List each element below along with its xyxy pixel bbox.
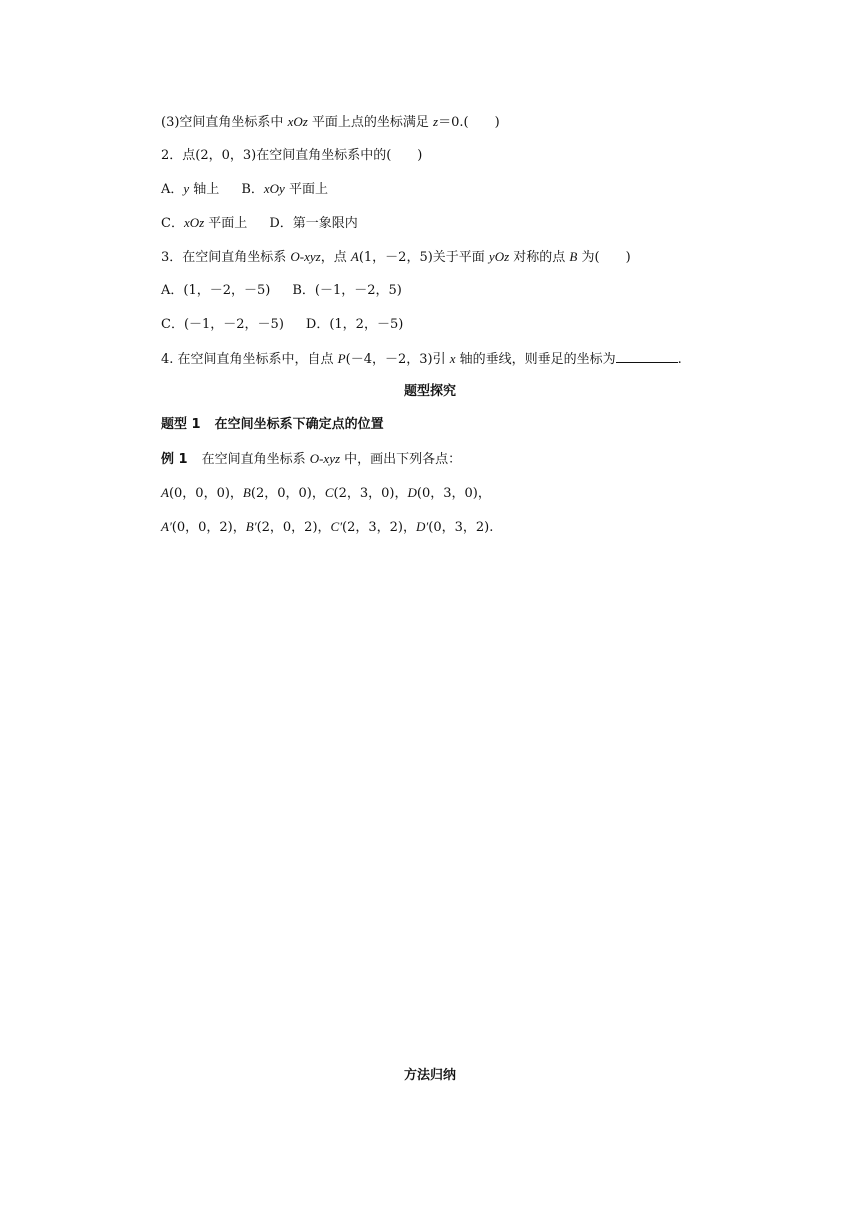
text: ＝0.( )	[438, 115, 500, 130]
point-coord: (2，3，2)，	[342, 520, 417, 535]
type-title: 在空间坐标系下确定点的位置	[214, 417, 384, 432]
point-name: B′	[245, 519, 257, 534]
text: 平面上点的坐标满足	[307, 115, 434, 130]
text: 在空间直角坐标系	[201, 452, 310, 467]
text-italic: O-xyz	[290, 249, 321, 264]
question-2-stem	[161, 147, 422, 165]
text: 平面上	[284, 182, 328, 197]
point-coord: (2，3，0)，	[333, 486, 408, 501]
question-3-options-cd	[161, 316, 403, 334]
text: 对称的点	[509, 250, 570, 265]
text-italic: x	[449, 351, 456, 366]
point-coord: (2，0，0)，	[250, 486, 325, 501]
option-c	[161, 216, 247, 231]
point-name: D′	[416, 519, 429, 534]
point-coord: (0，0，2)，	[171, 520, 246, 535]
text: C．	[161, 216, 184, 231]
text-italic: xOz	[287, 114, 308, 129]
text: (－4，－2，3)引	[345, 352, 450, 367]
text-italic: B	[569, 249, 578, 264]
section-title: 题型探究	[403, 384, 456, 399]
point-c-prime	[331, 520, 416, 535]
point-b	[243, 486, 325, 501]
example-label: 例 1	[161, 452, 188, 467]
point-d-prime	[416, 520, 493, 535]
point-d	[407, 486, 490, 501]
text: 2．点(2，0，3)在空间直角坐标系中的( )	[161, 148, 423, 163]
question-2-options-ab	[161, 180, 328, 199]
option-b: B．(－1，－2，5)	[292, 283, 402, 298]
point-name: B	[242, 485, 251, 500]
text: 为( )	[577, 250, 631, 265]
type-1-heading	[161, 416, 384, 434]
text-italic: y	[183, 181, 190, 196]
points-row-2	[161, 518, 493, 537]
text-italic: O-xyz	[309, 451, 341, 466]
question-3-stem	[161, 248, 631, 267]
text-italic: z	[433, 114, 439, 129]
point-b-prime	[246, 520, 331, 535]
text-italic: xOz	[183, 215, 205, 230]
option-a: A．(1，－2，－5)	[161, 283, 271, 298]
point-c	[325, 486, 408, 501]
point-name: C′	[330, 519, 343, 534]
option-d: D．(1，2，－5)	[305, 317, 404, 332]
text: A．	[161, 182, 184, 197]
text-italic: P	[337, 351, 346, 366]
text: 中，画出下列各点：	[340, 452, 462, 467]
point-a-prime	[161, 520, 246, 535]
question-4	[161, 350, 682, 369]
option-b	[241, 182, 328, 197]
question-1-part-3	[161, 113, 500, 132]
point-coord: (0，3，2).	[428, 520, 494, 535]
answer-blank	[616, 350, 678, 363]
text-italic: xOy	[263, 181, 285, 196]
type-label: 题型 1	[161, 417, 201, 432]
point-name: D	[407, 485, 417, 500]
text: 平面上	[204, 216, 248, 231]
point-coord: (2，0，2)，	[256, 520, 331, 535]
point-name: A′	[161, 519, 172, 534]
text-italic: A	[350, 249, 359, 264]
text: 3．在空间直角坐标系	[161, 250, 291, 265]
point-a	[161, 486, 243, 501]
question-3-options-ab	[161, 282, 402, 300]
point-coord: (0，0，0)，	[168, 486, 243, 501]
question-2-options-cd	[161, 214, 358, 233]
points-row-1	[161, 484, 491, 503]
text: 4. 在空间直角坐标系中，自点	[161, 352, 338, 367]
method-summary-title: 方法归纳	[403, 1068, 456, 1083]
option-d: D．第一象限内	[269, 216, 358, 231]
point-name: C	[324, 485, 334, 500]
text: B．	[241, 182, 264, 197]
text: .	[677, 352, 682, 367]
point-name: A	[161, 485, 169, 500]
text: (3)空间直角坐标系中	[161, 115, 288, 130]
text: 轴上	[189, 182, 220, 197]
text: 轴的垂线，则垂足的坐标为	[455, 352, 616, 367]
text: ，点	[320, 250, 351, 265]
example-1-stem	[161, 450, 461, 469]
option-c: C．(－1，－2，－5)	[161, 317, 284, 332]
text: (1，－2，5)关于平面	[358, 250, 489, 265]
point-coord: (0，3，0)，	[416, 486, 491, 501]
text-italic: yOz	[488, 249, 510, 264]
option-a	[161, 182, 219, 197]
